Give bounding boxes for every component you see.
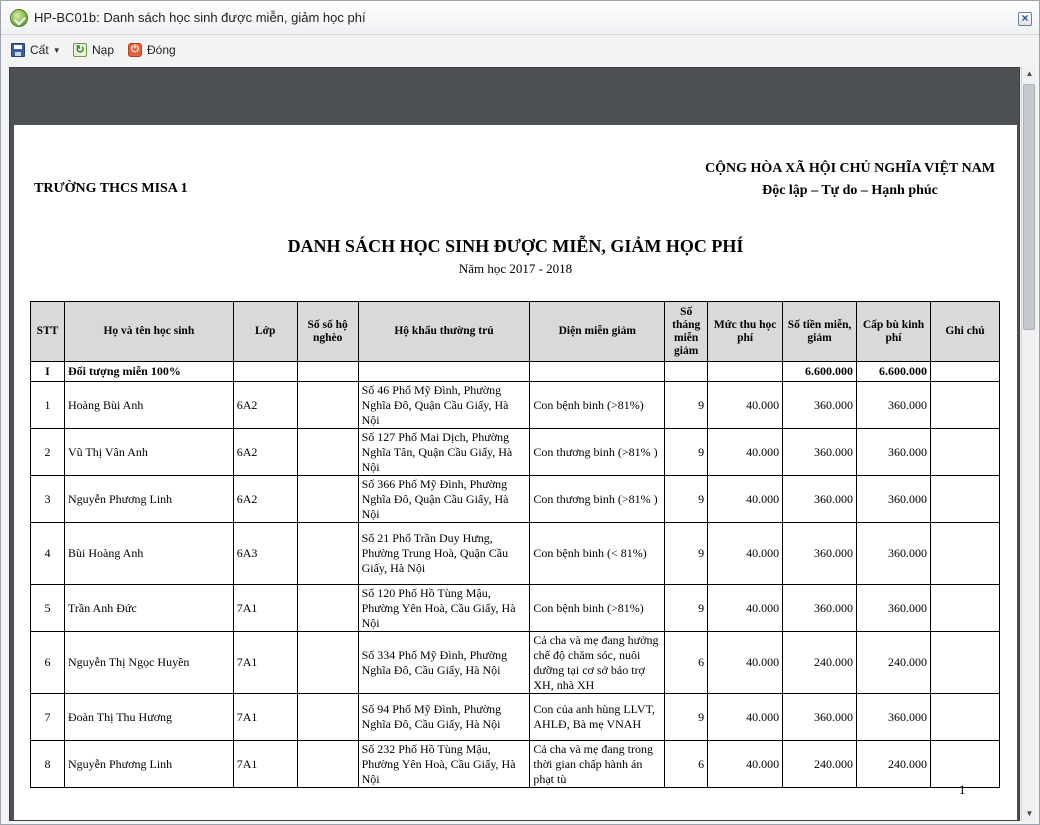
cell-type: Con của anh hùng LLVT, AHLĐ, Bà mẹ VNAH xyxy=(530,694,665,741)
cell-type: Con bệnh binh (>81%) xyxy=(530,585,665,632)
cell-support: 360.000 xyxy=(857,523,931,585)
cell-address: Số 94 Phố Mỹ Đình, Phường Nghĩa Đô, Cầu Giấy, Hà Nội xyxy=(358,694,530,741)
cell-class: 7A1 xyxy=(233,741,297,788)
school-name: TRƯỜNG THCS MISA 1 xyxy=(34,181,188,196)
cell-stt: 6 xyxy=(31,632,65,694)
close-window-button[interactable]: × xyxy=(1018,12,1032,26)
cell-stt: 4 xyxy=(31,523,65,585)
cell-fee: 40.000 xyxy=(708,741,783,788)
cell-address: Số 366 Phố Mỹ Đình, Phường Nghĩa Đô, Quận Cầu Giấy, Hà Nội xyxy=(358,476,530,523)
cell-address: Số 232 Phố Hồ Tùng Mậu, Phường Yên Hoà, Cầu Giấy, Hà Nội xyxy=(358,741,530,788)
cell-note xyxy=(930,382,999,429)
cell-address: Số 21 Phố Trần Duy Hưng, Phường Trung Hoà, Quận Cầu Giấy, Hà Nội xyxy=(358,523,530,585)
cell-amount: 360.000 xyxy=(783,585,857,632)
cell-class: 7A1 xyxy=(233,694,297,741)
cell-stt: 2 xyxy=(31,429,65,476)
page-number: 1 xyxy=(959,782,966,797)
cell-months: 9 xyxy=(665,585,708,632)
column-header: Cấp bù kinh phí xyxy=(857,302,931,362)
column-header: Số tiền miễn, giảm xyxy=(783,302,857,362)
group-total-support: 6.600.000 xyxy=(857,362,931,382)
cell-months: 9 xyxy=(665,429,708,476)
cell-poor xyxy=(297,523,358,585)
scroll-up-arrow-icon[interactable]: ▲ xyxy=(1025,69,1034,78)
table-row xyxy=(31,476,1000,523)
cell-stt: 5 xyxy=(31,585,65,632)
table-row xyxy=(31,382,1000,429)
cell-name: Hoàng Bùi Anh xyxy=(64,382,233,429)
cell-type: Con thương binh (>81% ) xyxy=(530,476,665,523)
window-title: HP-BC01b: Danh sách học sinh được miễn, giảm học phí xyxy=(34,10,366,25)
scrollbar-thumb[interactable] xyxy=(1023,84,1035,330)
cell-address: Số 120 Phố Hồ Tùng Mậu, Phường Yên Hoà, Cầu Giấy, Hà Nội xyxy=(358,585,530,632)
group-total-amount: 6.600.000 xyxy=(783,362,857,382)
close-label: Đóng xyxy=(147,43,176,57)
cell-note xyxy=(930,632,999,694)
cell-type: Cả cha và mẹ đang hưởng chế độ chăm sóc, nuôi dưỡng tại cơ sở bảo trợ XH, nhà XH xyxy=(530,632,665,694)
cell-support: 360.000 xyxy=(857,476,931,523)
cell-class: 6A2 xyxy=(233,429,297,476)
cell-stt: 1 xyxy=(31,382,65,429)
cell-class: 6A2 xyxy=(233,476,297,523)
cell-amount: 360.000 xyxy=(783,694,857,741)
cell-amount: 360.000 xyxy=(783,382,857,429)
country-name: CỘNG HÒA XÃ HỘI CHỦ NGHĨA VIỆT NAM xyxy=(704,161,995,176)
report-page xyxy=(14,125,1017,821)
cell-poor xyxy=(297,429,358,476)
cell-type: Cả cha và mẹ đang trong thời gian chấp hành án phạt tù xyxy=(530,741,665,788)
cell-support: 360.000 xyxy=(857,429,931,476)
cell-fee: 40.000 xyxy=(708,429,783,476)
cell-poor xyxy=(297,382,358,429)
cell-address: Số 127 Phố Mai Dịch, Phường Nghĩa Tân, Quận Cầu Giấy, Hà Nội xyxy=(358,429,530,476)
cell-poor xyxy=(297,585,358,632)
save-label: Cất xyxy=(30,43,49,57)
app-logo-icon xyxy=(10,9,28,27)
cell-class: 7A1 xyxy=(233,632,297,694)
column-header: Mức thu học phí xyxy=(708,302,783,362)
cell-note xyxy=(930,523,999,585)
cell-fee: 40.000 xyxy=(708,694,783,741)
cell-months: 9 xyxy=(665,523,708,585)
cell-months: 6 xyxy=(665,632,708,694)
cell-class: 6A2 xyxy=(233,382,297,429)
cell-stt: 3 xyxy=(31,476,65,523)
cell-note xyxy=(930,429,999,476)
cell-poor xyxy=(297,632,358,694)
toolbar xyxy=(1,36,1039,65)
table-row xyxy=(31,741,1000,788)
cell-type: Con thương binh (>81% ) xyxy=(530,429,665,476)
cell-poor xyxy=(297,741,358,788)
cell-months: 9 xyxy=(665,476,708,523)
cell-fee: 40.000 xyxy=(708,585,783,632)
cell-name: Vũ Thị Vân Anh xyxy=(64,429,233,476)
motto: Độc lập – Tự do – Hạnh phúc xyxy=(762,183,938,198)
cell-amount: 240.000 xyxy=(783,741,857,788)
cell-stt: 8 xyxy=(31,741,65,788)
cell-months: 9 xyxy=(665,694,708,741)
column-header: Diện miễn giảm xyxy=(530,302,665,362)
column-header: Số sổ hộ nghèo xyxy=(297,302,358,362)
cell-amount: 360.000 xyxy=(783,429,857,476)
cell-amount: 360.000 xyxy=(783,523,857,585)
scroll-down-arrow-icon[interactable]: ▼ xyxy=(1025,809,1034,818)
cell-fee: 40.000 xyxy=(708,523,783,585)
reload-button[interactable] xyxy=(73,40,114,60)
power-icon: ⏻ xyxy=(128,43,142,57)
cell-months: 6 xyxy=(665,741,708,788)
exemption-table xyxy=(30,301,1000,788)
cell-address: Số 334 Phố Mỹ Đình, Phường Nghĩa Đô, Cầu Giấy, Hà Nội xyxy=(358,632,530,694)
cell-name: Bùi Hoàng Anh xyxy=(64,523,233,585)
table-row xyxy=(31,429,1000,476)
save-button[interactable] xyxy=(11,40,61,60)
cell-fee: 40.000 xyxy=(708,476,783,523)
cell-name: Nguyễn Phương Linh xyxy=(64,476,233,523)
cell-name: Trần Anh Đức xyxy=(64,585,233,632)
cell-poor xyxy=(297,694,358,741)
group-row xyxy=(31,362,1000,382)
reload-icon: ↻ xyxy=(73,43,87,57)
cell-note xyxy=(930,694,999,741)
cell-note xyxy=(930,476,999,523)
cell-support: 360.000 xyxy=(857,585,931,632)
cell-fee: 40.000 xyxy=(708,632,783,694)
cell-amount: 360.000 xyxy=(783,476,857,523)
table-row xyxy=(31,523,1000,585)
table-header-row xyxy=(31,302,1000,362)
cell-class: 7A1 xyxy=(233,585,297,632)
column-header: Lớp xyxy=(233,302,297,362)
cell-support: 360.000 xyxy=(857,694,931,741)
cell-type: Con bệnh binh (>81%) xyxy=(530,382,665,429)
table-row xyxy=(31,585,1000,632)
report-subtitle: Năm học 2017 - 2018 xyxy=(458,261,573,276)
save-icon xyxy=(11,43,25,57)
close-button[interactable] xyxy=(128,40,176,60)
cell-fee: 40.000 xyxy=(708,382,783,429)
column-header: Ghi chú xyxy=(930,302,999,362)
cell-support: 360.000 xyxy=(857,382,931,429)
column-header: Số tháng miễn giảm xyxy=(665,302,708,362)
cell-poor xyxy=(297,476,358,523)
group-index: I xyxy=(31,362,65,382)
cell-support: 240.000 xyxy=(857,741,931,788)
cell-name: Nguyễn Phương Linh xyxy=(64,741,233,788)
cell-name: Nguyễn Thị Ngọc Huyền xyxy=(64,632,233,694)
column-header: Hộ khẩu thường trú xyxy=(358,302,530,362)
cell-type: Con bệnh binh (< 81%) xyxy=(530,523,665,585)
column-header: Họ và tên học sinh xyxy=(64,302,233,362)
cell-stt: 7 xyxy=(31,694,65,741)
cell-months: 9 xyxy=(665,382,708,429)
cell-address: Số 46 Phố Mỹ Đình, Phường Nghĩa Đô, Quận Cầu Giấy, Hà Nội xyxy=(358,382,530,429)
group-label: Đối tượng miễn 100% xyxy=(64,362,233,382)
column-header: STT xyxy=(31,302,65,362)
cell-name: Đoàn Thị Thu Hương xyxy=(64,694,233,741)
cell-amount: 240.000 xyxy=(783,632,857,694)
report-viewer[interactable] xyxy=(9,67,1020,821)
vertical-scrollbar[interactable] xyxy=(1021,67,1036,821)
cell-note xyxy=(930,585,999,632)
report-title: DANH SÁCH HỌC SINH ĐƯỢC MIỄN, GIẢM HỌC PHÍ xyxy=(287,236,744,256)
cell-note xyxy=(930,741,999,788)
reload-label: Nạp xyxy=(92,43,115,57)
title-bar xyxy=(1,1,1039,35)
table-row xyxy=(31,632,1000,694)
cell-support: 240.000 xyxy=(857,632,931,694)
cell-class: 6A3 xyxy=(233,523,297,585)
table-row xyxy=(31,694,1000,741)
national-header xyxy=(671,158,1001,202)
chevron-down-icon[interactable]: ▼ xyxy=(52,45,61,55)
